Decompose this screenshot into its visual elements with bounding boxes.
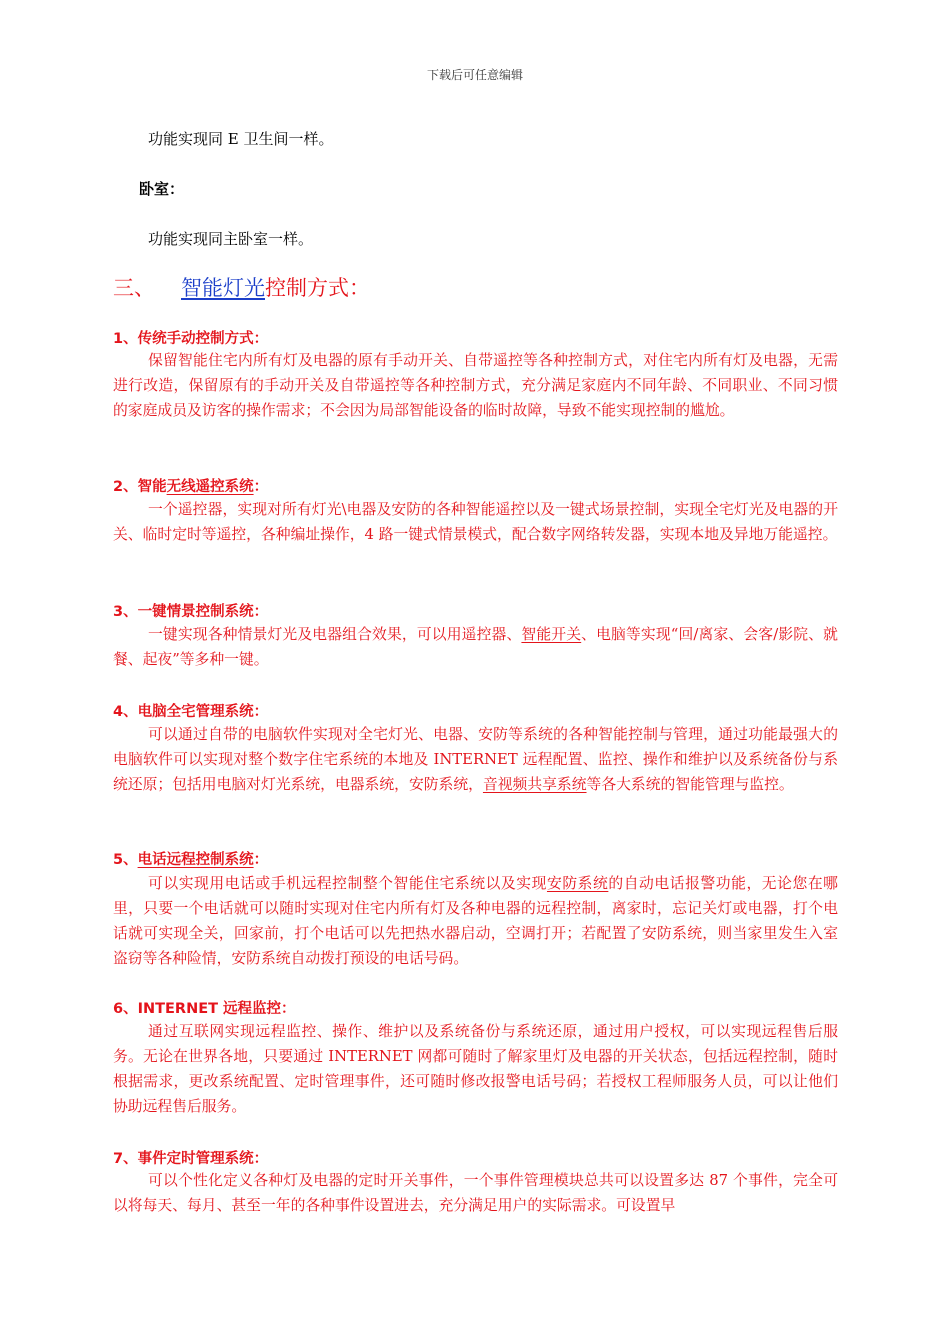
item-5-text-prefix: 可以实现用电话或手机远程控制整个智能住宅系统以及实现 bbox=[148, 875, 547, 892]
item-5-text bbox=[113, 871, 838, 971]
item-3-text-suffix: 、电脑等实现“回/离家、会客/影院、就餐、起夜”等多种一键。 bbox=[113, 626, 838, 668]
item-2-text: 一个遥控器，实现对所有灯光\电器及安防的各种智能遥控以及一键式场景控制，实现全宅灯光及电器的开关、临时定时等遥控，各种编址操作，4 路一键式情景模式，配合数字网络转发器，实现本地及异地万能遥控。 bbox=[113, 501, 838, 543]
item-5-heading bbox=[113, 848, 268, 869]
item-6-text: 通过互联网实现远程监控、操作、维护以及系统备份与系统还原，通过用户授权，可以实现远程售后服务。无论在世界各地，只要通过 INTERNET 网都可随时了解家里灯及电器的开关状态，包括远程控制，随时根据需求，更改系统配置、定时管理事件，还可随时修改报警电话号码；若授权工程师服务人员，可以让他们协助远程售后服务。 bbox=[113, 1023, 838, 1115]
item-1-heading: 1、传统手动控制方式： bbox=[113, 331, 269, 347]
item-3-text-prefix: 一键实现各种情景灯光及电器组合效果，可以用遥控器、 bbox=[148, 626, 522, 643]
item-4-heading: 4、电脑全宅管理系统： bbox=[113, 704, 269, 720]
section-title bbox=[113, 272, 370, 302]
item-7-text: 可以个性化定义各种灯及电器的定时开关事件，一个事件管理模块总共可以设置多达 87 个事件，完全可以将每天、每月、甚至一年的各种事件设置进去，充分满足用户的实际需求。可设置早 bbox=[113, 1172, 838, 1214]
item-4-text bbox=[113, 722, 838, 797]
item-4-text-suffix: 等各大系统的智能管理与监控。 bbox=[586, 776, 794, 793]
wireless-remote-link[interactable]: 无线遥控系统 bbox=[166, 479, 254, 495]
intro-line-1: 功能实现同 E 卫生间一样。 bbox=[148, 130, 334, 148]
item-5-heading-prefix: 5、 bbox=[113, 852, 138, 868]
item-1-text: 保留智能住宅内所有灯及电器的原有手动开关、自带遥控等各种控制方式，对住宅内所有灯及电器，无需进行改造，保留原有的手动开关及自带遥控等各种控制方式，充分满足家庭内不同年龄、不同职业、不同习惯的家庭成员及访客的操作需求；不会因为局部智能设备的临时故障，导致不能实现控制的尴尬。 bbox=[113, 352, 838, 419]
item-6-heading: 6、INTERNET 远程监控： bbox=[113, 1001, 296, 1017]
bedroom-heading: 卧室： bbox=[139, 180, 185, 198]
av-sharing-link[interactable]: 音视频共享系统 bbox=[482, 776, 587, 793]
item-2-heading-suffix: ： bbox=[253, 479, 269, 495]
item-3-text bbox=[113, 622, 838, 672]
item-5-heading-suffix: ： bbox=[253, 852, 269, 868]
section-number: 三、 bbox=[113, 276, 155, 300]
smart-switch-link[interactable]: 智能开关 bbox=[521, 626, 582, 643]
page-header: 下载后可任意编辑 bbox=[426, 68, 523, 82]
section-title-rest: 控制方式： bbox=[265, 276, 370, 300]
item-5-text-suffix: 的自动电话报警功能，无论您在哪里，只要一个电话就可以随时实现对住宅内所有灯及各种电器的远程控制，离家时，忘记关灯或电器，打个电话就可实现全关，回家前，打个电话可以先把热水器启动，空调打开；若配置了安防系统，则当家里发生入室盗窃等各种险情，安防系统自动拨打预设的电话号码。 bbox=[113, 875, 838, 967]
item-4-text-prefix: 可以通过自带的电脑软件实现对全宅灯光、电器、安防等系统的各种智能控制与管理，通过功能最强大的电脑软件可以实现对整个数字住宅系统的本地及 INTERNET 远程配置、监控、操作和维护以及系统备份与系统还原；包括用电脑对灯光系统，电器系统，安防系统， bbox=[113, 726, 838, 793]
security-system-link[interactable]: 安防系统 bbox=[546, 875, 609, 892]
phone-remote-link[interactable]: 电话远程控制系统 bbox=[137, 852, 254, 868]
item-2-heading bbox=[113, 475, 268, 496]
intro-line-2: 功能实现同主卧室一样。 bbox=[148, 230, 314, 248]
item-7-heading: 7、事件定时管理系统： bbox=[113, 1151, 269, 1167]
item-3-heading: 3、一键情景控制系统： bbox=[113, 604, 269, 620]
section-title-link[interactable]: 智能灯光 bbox=[181, 276, 265, 300]
item-2-heading-prefix: 2、智能 bbox=[113, 479, 167, 495]
